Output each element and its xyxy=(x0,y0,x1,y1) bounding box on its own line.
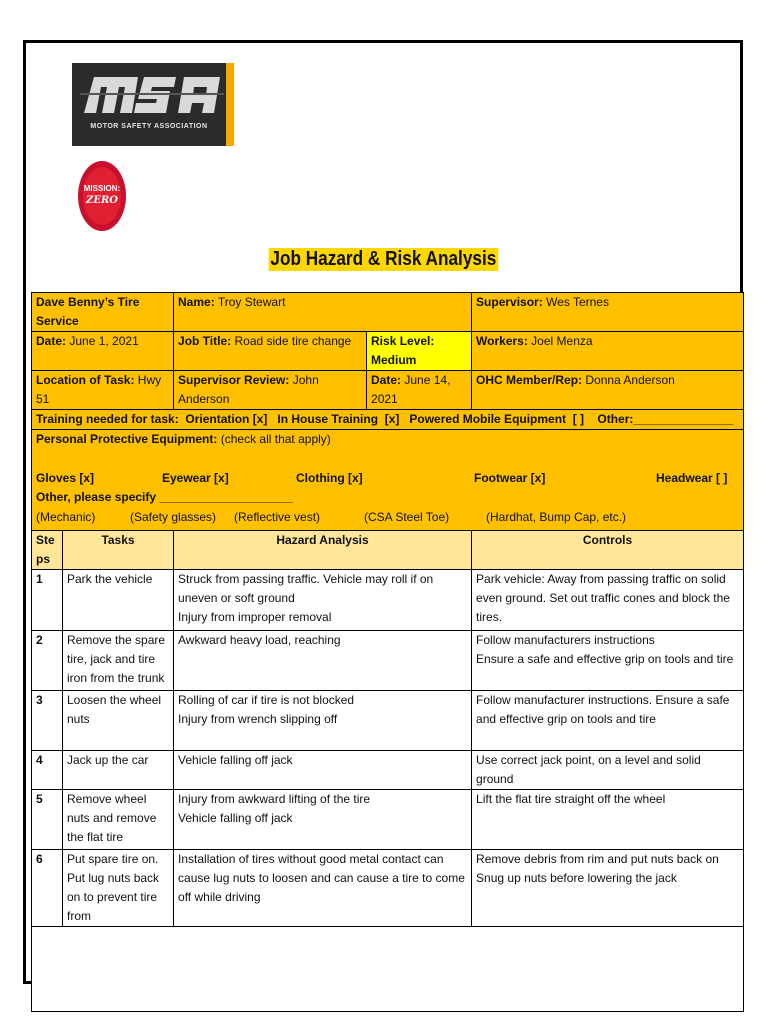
step-number: 4 xyxy=(36,753,43,767)
hazard-line: Struck from passing traffic. Vehicle may roll if on uneven or soft ground xyxy=(178,572,434,605)
training-text: Training needed for task: Orientation [x] In House Training [x] Powered Mobile Equipment [ ] Other:_______________ xyxy=(36,412,734,426)
hazard-cell xyxy=(174,631,472,691)
step-row xyxy=(32,850,744,927)
ppe-heading xyxy=(36,430,331,449)
ohc-value: Donna Anderson xyxy=(585,373,675,387)
step-number: 6 xyxy=(36,852,43,866)
document-page xyxy=(23,40,743,984)
step-row xyxy=(32,751,744,790)
col-hazard-label: Hazard Analysis xyxy=(276,533,369,547)
step-number-cell xyxy=(32,790,63,850)
control-line: Use correct jack point, on a level and solid ground xyxy=(476,753,701,786)
document-title: Job Hazard & Risk Analysis xyxy=(270,248,496,270)
task-text: Park the vehicle xyxy=(67,572,153,586)
msa-subtitle: MOTOR SAFETY ASSOCIATION xyxy=(90,123,208,130)
task-cell xyxy=(63,631,174,691)
empty-row xyxy=(32,927,744,1012)
task-cell xyxy=(63,751,174,790)
hazard-cell xyxy=(174,850,472,927)
task-text: Loosen the wheel nuts xyxy=(67,693,162,726)
job-title-cell xyxy=(174,332,367,371)
company-name: Dave Benny’s Tire Service xyxy=(36,295,140,328)
gloves-check[interactable]: Gloves [x] xyxy=(36,471,95,485)
task-cell xyxy=(63,691,174,751)
hazard-cell xyxy=(174,691,472,751)
hazard-line: Rolling of car if tire is not blocked xyxy=(178,693,355,707)
date-cell xyxy=(32,332,174,371)
name-label: Name: xyxy=(178,295,215,309)
headwear-check[interactable]: Headwear [ ] xyxy=(656,471,728,485)
task-text: Put spare tire on. Put lug nuts back on to prevent tire from xyxy=(67,852,160,923)
supervisor-review-label: Supervisor Review: xyxy=(178,373,290,387)
workers-value: Joel Menza xyxy=(531,334,593,348)
ohc-label: OHC Member/Rep: xyxy=(476,373,583,387)
supervisor-review-value: John Anderson xyxy=(178,373,319,406)
controls-cell xyxy=(472,790,744,850)
controls-cell xyxy=(472,570,744,631)
step-number-cell xyxy=(32,850,63,927)
date-value: June 1, 2021 xyxy=(69,334,139,348)
col-tasks xyxy=(63,531,174,570)
step-number: 2 xyxy=(36,633,43,647)
ppe-note: (check all that apply) xyxy=(220,432,331,446)
hazard-line: Vehicle falling off jack xyxy=(178,753,293,767)
gloves-note: (Mechanic) xyxy=(36,510,96,524)
review-date-cell xyxy=(367,371,472,410)
step-row xyxy=(32,631,744,691)
supervisor-cell xyxy=(472,293,744,332)
task-cell xyxy=(63,790,174,850)
msa-wordmark xyxy=(80,69,224,119)
hazard-cell xyxy=(174,751,472,790)
supervisor-label: Supervisor: xyxy=(476,295,543,309)
control-line: Remove debris from rim and put nuts back on xyxy=(476,852,719,866)
logo-stripe xyxy=(226,63,234,146)
step-row xyxy=(32,691,744,751)
mission-zero-line2: ZERO xyxy=(86,195,118,206)
clothing-note: (Reflective vest) xyxy=(234,510,321,524)
task-text: Remove wheel nuts and remove the flat tire xyxy=(67,792,157,844)
ppe-label: Personal Protective Equipment: xyxy=(36,432,218,446)
task-cell xyxy=(63,570,174,631)
job-title-value: Road side tire change xyxy=(234,334,352,348)
review-date-label: Date: xyxy=(371,373,402,387)
ppe-block xyxy=(36,430,739,530)
col-hazard xyxy=(174,531,472,570)
hazard-line: Vehicle falling off jack xyxy=(178,811,293,825)
step-number-cell xyxy=(32,751,63,790)
footwear-check[interactable]: Footwear [x] xyxy=(474,471,546,485)
task-cell xyxy=(63,850,174,927)
review-date-value: June 14, 2021 xyxy=(371,373,451,406)
training-cell xyxy=(32,410,744,430)
eyewear-note: (Safety glasses) xyxy=(130,510,217,524)
footwear-note: (CSA Steel Toe) xyxy=(364,510,450,524)
header-row-1 xyxy=(32,293,744,332)
control-line: Follow manufacturer instructions. Ensure a safe and effective grip on tools and tire xyxy=(476,693,730,726)
eyewear-check[interactable]: Eyewear [x] xyxy=(162,471,229,485)
hazard-analysis-form xyxy=(31,292,744,1012)
controls-cell xyxy=(472,691,744,751)
empty-cell xyxy=(32,927,744,1012)
hazard-line: Awkward heavy load, reaching xyxy=(178,633,341,647)
step-number-cell xyxy=(32,631,63,691)
step-row xyxy=(32,570,744,631)
ohc-cell xyxy=(472,371,744,410)
location-cell xyxy=(32,371,174,410)
column-header-row xyxy=(32,531,744,570)
step-number: 1 xyxy=(36,572,43,586)
step-number: 5 xyxy=(36,792,43,806)
risk-level-value: Medium xyxy=(371,353,417,367)
training-row xyxy=(32,410,744,430)
name-value: Troy Stewart xyxy=(217,295,286,309)
hazard-line: Injury from wrench slipping off xyxy=(178,712,338,726)
controls-cell xyxy=(472,631,744,691)
workers-label: Workers: xyxy=(476,334,528,348)
ppe-row xyxy=(32,430,744,531)
col-steps-label: Ste ps xyxy=(36,533,55,566)
hazard-cell xyxy=(174,570,472,631)
steps-body xyxy=(32,570,744,927)
hazard-line: Installation of tires without good metal contact can cause lug nuts to loosen and can cause a tire to come off while driving xyxy=(178,852,465,904)
col-controls xyxy=(472,531,744,570)
name-cell xyxy=(174,293,472,332)
control-line: Snug up nuts before lowering the jack xyxy=(476,871,677,885)
control-line: Park vehicle: Away from passing traffic on solid even ground. Set out traffic cones and block the tires. xyxy=(476,572,730,624)
mission-zero-logo xyxy=(76,158,128,234)
location-label: Location of Task: xyxy=(36,373,135,387)
supervisor-value: Wes Ternes xyxy=(546,295,609,309)
msa-logo xyxy=(72,63,234,146)
step-number-cell xyxy=(32,691,63,751)
supervisor-review-cell xyxy=(174,371,367,410)
clothing-check[interactable]: Clothing [x] xyxy=(296,471,363,485)
task-text: Remove the spare tire, jack and tire iron from the trunk xyxy=(67,633,166,685)
location-value: Hwy 51 xyxy=(36,373,162,406)
company-cell xyxy=(32,293,174,332)
controls-cell xyxy=(472,751,744,790)
hazard-line: Injury from improper removal xyxy=(178,610,332,624)
mission-zero-line1: MISSION: xyxy=(83,184,121,193)
other-specify[interactable]: Other, please specify ____________________ xyxy=(36,490,293,504)
hazard-line: Injury from awkward lifting of the tire xyxy=(178,792,371,806)
workers-cell xyxy=(472,332,744,371)
col-tasks-label: Tasks xyxy=(101,533,135,547)
control-line: Ensure a safe and effective grip on tools and tire xyxy=(476,652,734,666)
headwear-note: (Hardhat, Bump Cap, etc.) xyxy=(486,510,627,524)
step-number: 3 xyxy=(36,693,43,707)
step-number-cell xyxy=(32,570,63,631)
header-row-3 xyxy=(32,371,744,410)
col-controls-label: Controls xyxy=(582,533,633,547)
risk-level-cell xyxy=(367,332,472,371)
risk-level-label: Risk Level: xyxy=(371,334,435,348)
date-label: Date: xyxy=(36,334,67,348)
task-text: Jack up the car xyxy=(67,753,149,767)
control-line: Follow manufacturers instructions xyxy=(476,633,655,647)
document-title-wrap xyxy=(26,248,740,271)
ppe-cell xyxy=(32,430,744,531)
col-steps xyxy=(32,531,63,570)
step-row xyxy=(32,790,744,850)
control-line: Lift the flat tire straight off the wheel xyxy=(476,792,666,806)
hazard-cell xyxy=(174,790,472,850)
job-title-label: Job Title: xyxy=(178,334,232,348)
controls-cell xyxy=(472,850,744,927)
header-row-2 xyxy=(32,332,744,371)
